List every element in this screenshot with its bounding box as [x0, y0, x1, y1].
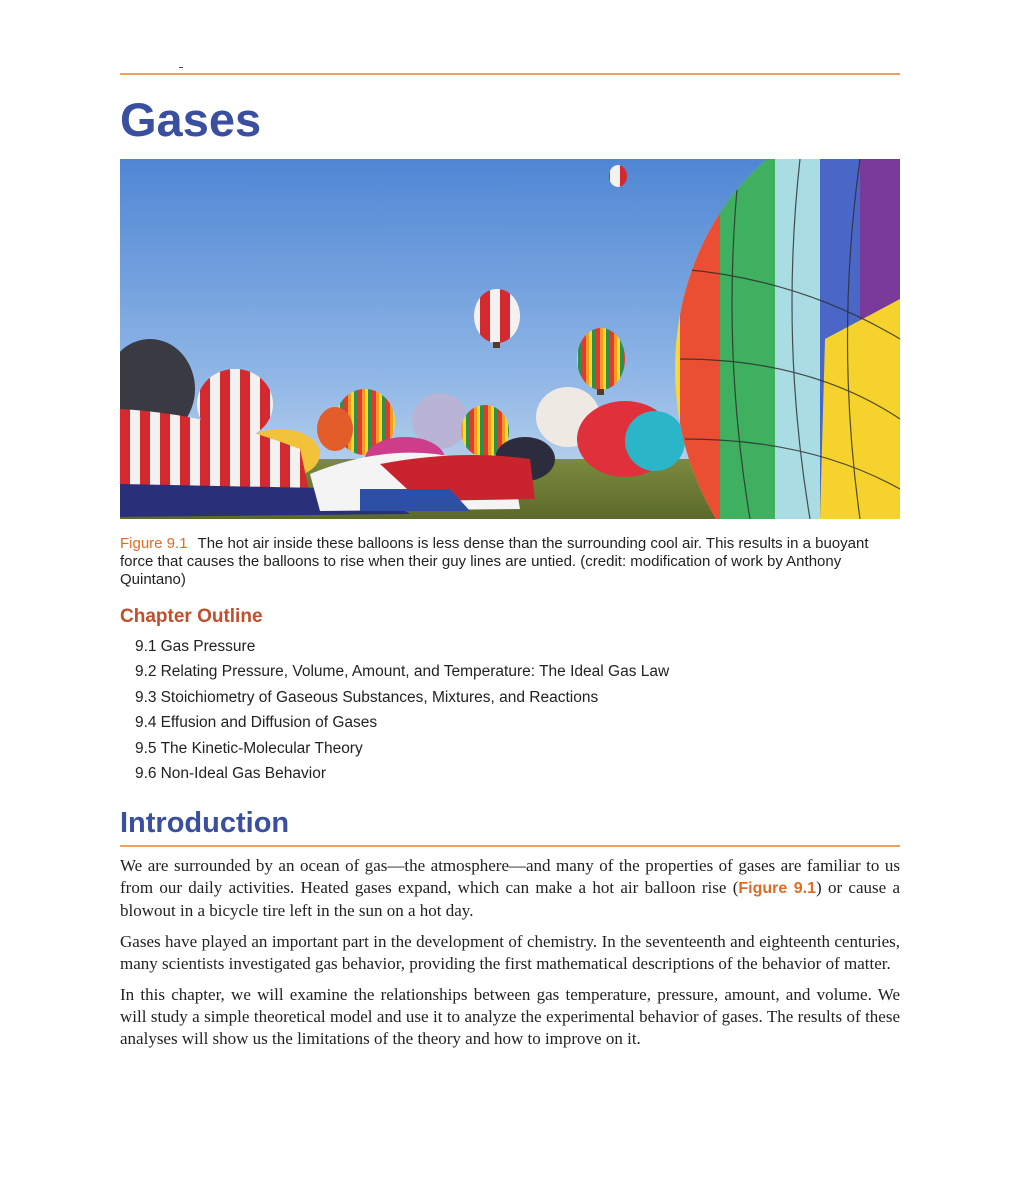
intro-paragraph-3: In this chapter, we will examine the relationships between gas temperature, pressure, amount, and volume. We will study a simple theoretical model and use it to analyze the experimental behavior of gases. The results of these analyses will show us the limitations of the theory and how to improve on it. — [120, 985, 900, 1048]
outline-item[interactable] — [135, 637, 673, 662]
outline-item[interactable] — [135, 662, 673, 687]
outline-item-title: Stoichiometry of Gaseous Substances, Mixtures, and Reactions — [160, 688, 599, 706]
figure-9-1-link[interactable]: Figure 9.1 — [738, 880, 816, 897]
intro-p1-text-after: ) or cause a blowout in a bicycle tire left in the sun on a hot day. — [120, 878, 901, 920]
outline-item-title: Gas Pressure — [160, 638, 256, 655]
outline-item[interactable] — [135, 688, 673, 713]
outline-item-number: 9.2 — [135, 663, 157, 681]
introduction-heading: Introduction — [120, 807, 290, 839]
outline-item-title: Effusion and Diffusion of Gases — [160, 714, 378, 732]
figure-9-1-image — [120, 159, 900, 519]
intro-paragraph-1 — [120, 855, 900, 922]
outline-item-title: Relating Pressure, Volume, Amount, and Temperature: The Ideal Gas Law — [160, 663, 670, 681]
figure-caption-text: The hot air inside these balloons is less dense than the surrounding cool air. This results in a buoyant force that causes the balloons to rise when their guy lines are untied. (credit: modification of work by Anthony Quintano) — [120, 535, 869, 588]
outline-item[interactable] — [135, 764, 673, 789]
outline-item-number: 9.6 — [135, 764, 157, 782]
outline-item-number: 9.4 — [135, 714, 157, 732]
chapter-title: Gases — [120, 93, 262, 146]
introduction-rule — [120, 845, 900, 847]
outline-item-number: 9.3 — [135, 688, 157, 706]
intro-p1-text-before: We are surrounded by an ocean of gas—the atmosphere—and many of the properties of gases are familiar to us from our daily activities. Heated gases expand, which can make a hot air balloon rise ( — [120, 856, 900, 897]
figure-caption — [120, 535, 900, 589]
outline-item-number: 9.1 — [135, 638, 157, 655]
outline-item[interactable] — [135, 713, 673, 738]
outline-item-title: The Kinetic-Molecular Theory — [160, 739, 363, 757]
introduction-body — [120, 855, 900, 1059]
figure-label: Figure 9.1 — [120, 535, 188, 552]
chapter-outline-list — [135, 637, 673, 789]
chapter-outline-heading: Chapter Outline — [120, 606, 263, 627]
balloons-illustration — [120, 159, 900, 519]
outline-item[interactable] — [135, 739, 673, 764]
intro-paragraph-2: Gases have played an important part in the development of chemistry. In the seventeenth and eighteenth centuries, many scientists investigated gas behavior, providing the first mathematical descriptions of the behavior of matter. — [120, 932, 900, 973]
outline-item-title: Non-Ideal Gas Behavior — [160, 764, 326, 782]
header-mark — [179, 67, 183, 68]
outline-item-number: 9.5 — [135, 739, 157, 757]
header-rule — [120, 73, 900, 75]
